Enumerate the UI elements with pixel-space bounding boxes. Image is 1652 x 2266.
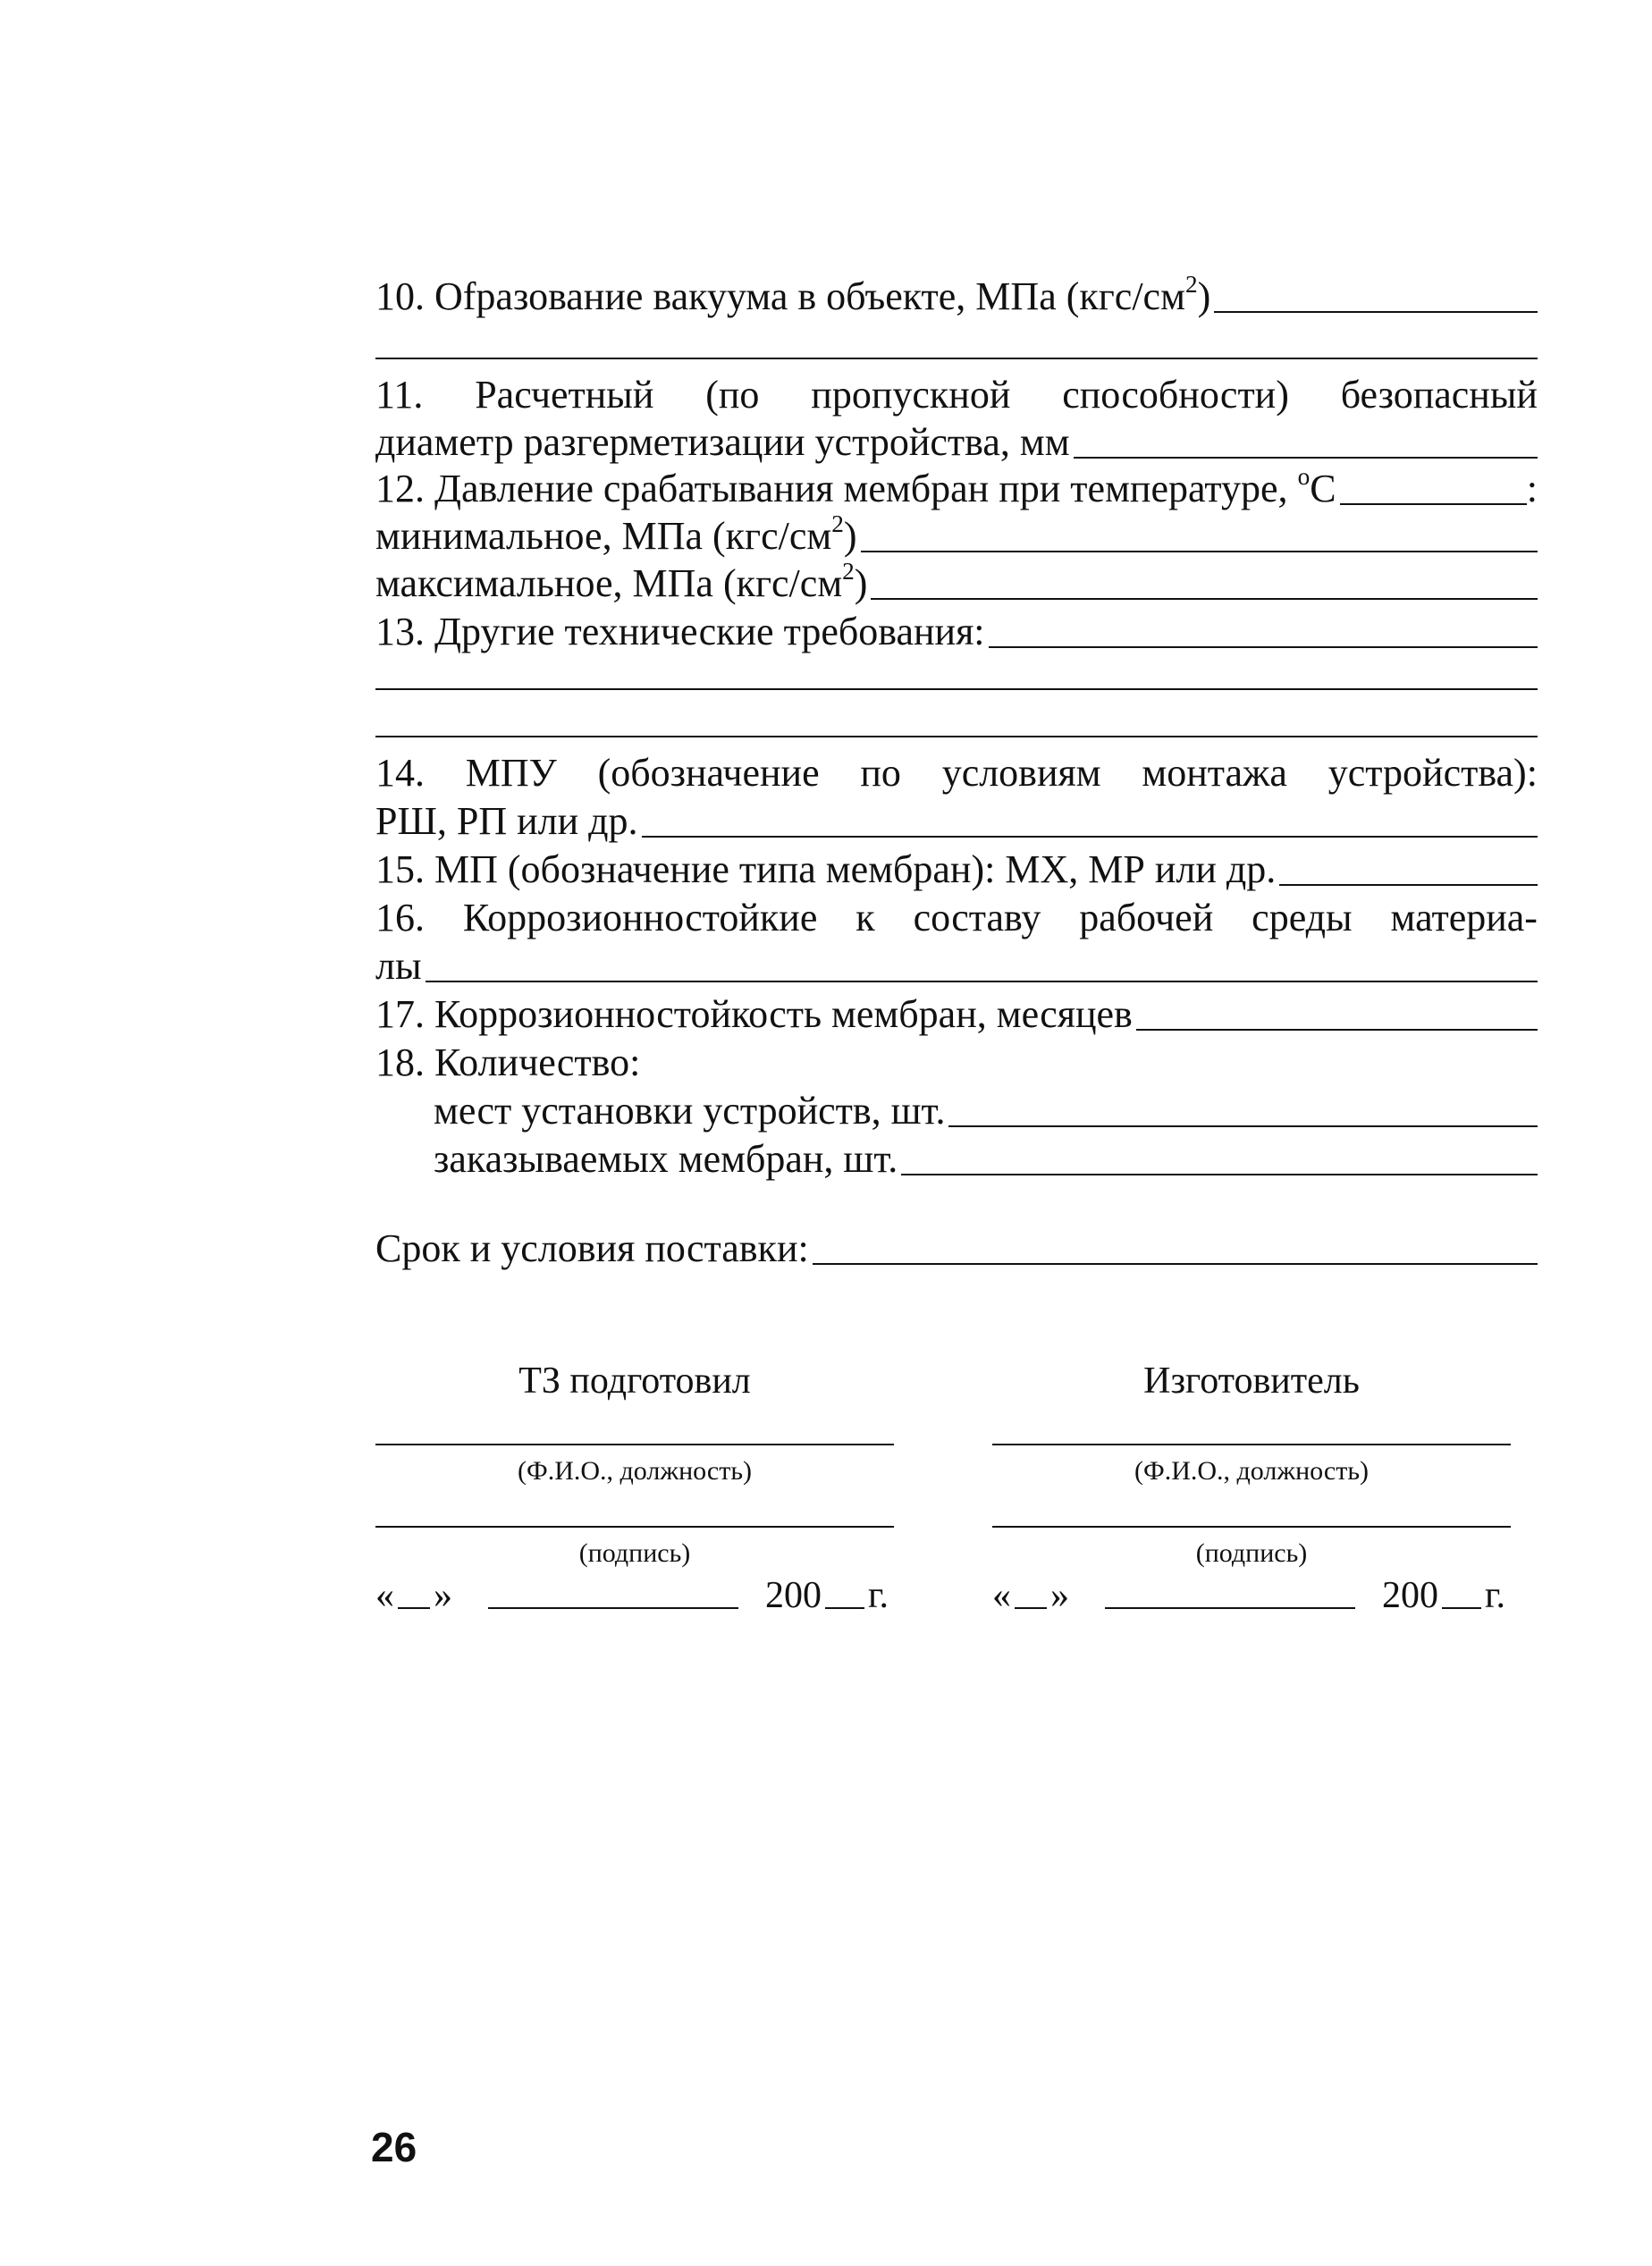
manufacturer-title: Изготовитель bbox=[1143, 1360, 1360, 1402]
prepared-date-row bbox=[375, 1573, 894, 1618]
item-17 bbox=[375, 990, 1538, 1039]
prepared-signature-caption: (подпись) bbox=[578, 1538, 691, 1568]
item-18-membranes-text: заказываемых мембран, шт. bbox=[434, 1137, 898, 1181]
item-15-fill-line bbox=[1279, 884, 1538, 886]
manufacturer-name-line bbox=[992, 1444, 1511, 1445]
item-18 bbox=[375, 1039, 1538, 1087]
year-prefix: 200 bbox=[765, 1575, 822, 1616]
item-18-places-text: мест установки устройств, шт. bbox=[434, 1089, 946, 1133]
item-15-text: 15. МП (обозначение типа мембран): МХ, МР или др. bbox=[375, 847, 1277, 891]
item-18-membranes bbox=[434, 1135, 1538, 1184]
quote-open: « bbox=[992, 1575, 1011, 1616]
prepared-by-title: ТЗ подготовил bbox=[518, 1360, 751, 1402]
year-suffix: г. bbox=[868, 1575, 889, 1616]
item-12-line-1 bbox=[375, 462, 1538, 513]
delivery-terms-text: Срок и условия поставки: bbox=[375, 1226, 809, 1270]
quote-open: « bbox=[375, 1575, 394, 1616]
month-blank bbox=[1105, 1607, 1355, 1609]
item-13-fill-line bbox=[989, 646, 1538, 648]
prepared-signature-line bbox=[375, 1526, 894, 1528]
item-14-text-1: 14. МПУ (обозначение по условиям монтажа устройства): bbox=[375, 751, 1538, 795]
item-14-line-2 bbox=[375, 797, 1538, 846]
month-blank bbox=[488, 1607, 738, 1609]
item-16-line-1 bbox=[375, 894, 1538, 942]
item-17-fill-line bbox=[1136, 1029, 1538, 1031]
item-13-text: 13. Другие технические требования: bbox=[375, 610, 985, 653]
item-10 bbox=[375, 270, 1538, 321]
item-12-max-fill-line bbox=[871, 598, 1538, 600]
page-number: 26 bbox=[371, 2124, 417, 2170]
item-11-text-1: 11. Расчетный (по пропускной способности) безопасный bbox=[375, 373, 1538, 417]
item-12-temp-fill-line bbox=[1340, 503, 1527, 505]
year-suffix: г. bbox=[1485, 1575, 1505, 1616]
manufacturer-signature-line bbox=[992, 1526, 1511, 1528]
manufacturer-date-row bbox=[992, 1573, 1511, 1618]
item-10-fill-line bbox=[1214, 311, 1538, 313]
item-12-min bbox=[375, 512, 1538, 560]
item-13 bbox=[375, 608, 1538, 656]
prepared-name-line bbox=[375, 1444, 894, 1445]
item-12-text-1: 12. Давление срабатывания мембран при температуре, $^о$С bbox=[375, 462, 1336, 510]
item-14-fill-line bbox=[642, 836, 1538, 838]
item-14-line-1 bbox=[375, 749, 1538, 797]
item-10-extra-line bbox=[375, 358, 1538, 359]
item-18-text: 18. Количество: bbox=[375, 1040, 641, 1084]
item-13-extra-line-2 bbox=[375, 736, 1538, 737]
item-12-max-text: максимальное, МПа $(кгс/см^2)$ bbox=[375, 557, 868, 605]
item-17-text: 17. Коррозионностойкость мембран, месяцев bbox=[375, 992, 1133, 1036]
item-16-text-2: лы bbox=[375, 944, 422, 988]
item-11-line-2 bbox=[375, 418, 1538, 467]
item-11-fill-line bbox=[1074, 457, 1538, 459]
year-prefix: 200 bbox=[1382, 1575, 1438, 1616]
year-blank bbox=[1442, 1607, 1481, 1609]
delivery-terms-fill-line bbox=[813, 1263, 1538, 1265]
item-11-text-2: диаметр разгерметизации устройства, мм bbox=[375, 420, 1070, 464]
item-15 bbox=[375, 846, 1538, 894]
item-12-max bbox=[375, 557, 1538, 608]
day-blank bbox=[398, 1607, 430, 1609]
manufacturer-signature-caption: (подпись) bbox=[1195, 1538, 1308, 1568]
signature-block-prepared bbox=[375, 1359, 894, 1627]
signature-block-manufacturer bbox=[992, 1359, 1511, 1627]
delivery-terms bbox=[375, 1225, 1538, 1273]
item-18-places-fill-line bbox=[948, 1125, 1538, 1127]
item-16-fill-line bbox=[426, 981, 1538, 982]
item-18-membranes-fill-line bbox=[901, 1174, 1538, 1175]
year-blank bbox=[825, 1607, 864, 1609]
prepared-name-caption: (Ф.И.О., должность) bbox=[518, 1456, 752, 1486]
manufacturer-name-caption: (Ф.И.О., должность) bbox=[1134, 1456, 1369, 1486]
day-blank bbox=[1015, 1607, 1047, 1609]
item-14-text-2: РШ, РП или др. bbox=[375, 799, 638, 843]
item-12-min-text: минимальное, МПа $(кгс/см^2)$ bbox=[375, 510, 857, 558]
item-12-min-fill-line bbox=[861, 551, 1538, 552]
item-16-text-1: 16. Коррозионностойкие к составу рабочей среды материа- bbox=[375, 896, 1538, 939]
item-11-line-1 bbox=[375, 371, 1538, 419]
quote-close: » bbox=[1050, 1575, 1069, 1616]
item-12-colon: : bbox=[1526, 467, 1538, 510]
item-13-extra-line-1 bbox=[375, 688, 1538, 690]
quote-close: » bbox=[434, 1575, 452, 1616]
item-18-places bbox=[434, 1087, 1538, 1135]
item-16-line-2 bbox=[375, 942, 1538, 990]
item-10-text: 10. Ofразование вакуума в объекте, МПа $(кгс/см^2)$ bbox=[375, 270, 1211, 318]
